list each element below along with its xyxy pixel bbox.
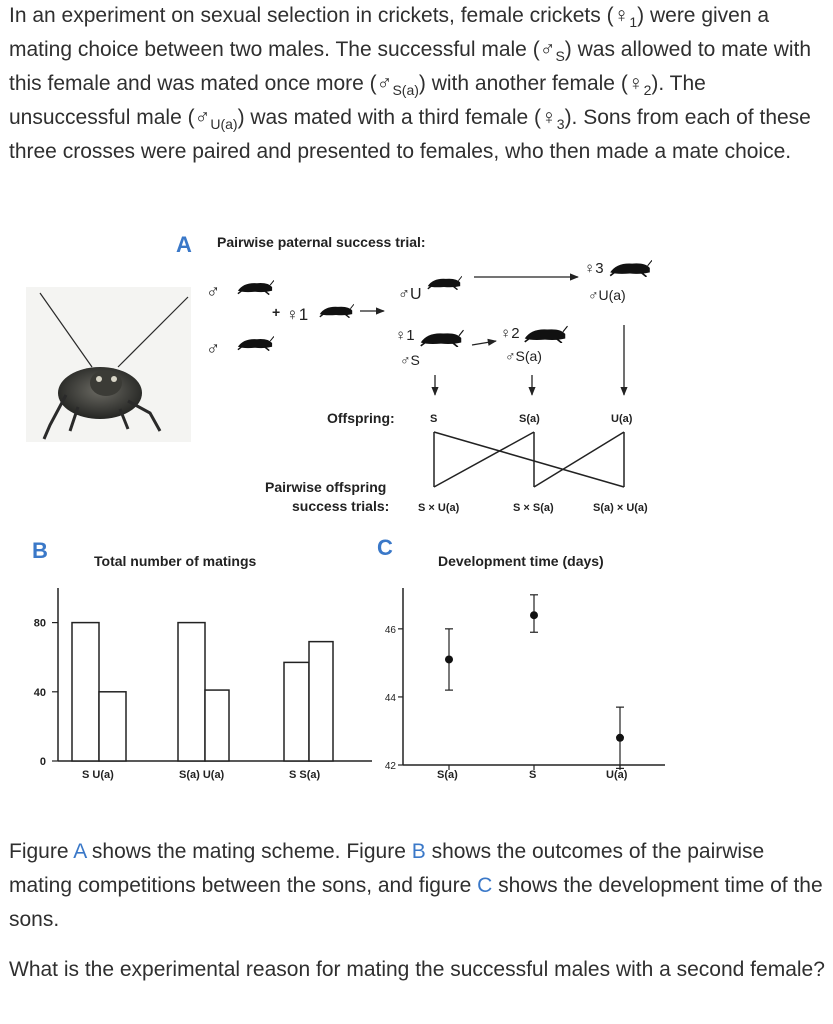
panel-b-x-label: S S(a) — [289, 769, 321, 781]
bar — [205, 690, 229, 761]
trials-label-1: Pairwise offspring — [265, 479, 387, 495]
y-tick-label: 80 — [33, 617, 46, 630]
panel-c — [377, 535, 665, 781]
bar — [284, 662, 309, 761]
male-s-label: ♂S — [400, 352, 420, 368]
offspring-s: S — [430, 413, 438, 425]
trials-label-2: success trials: — [292, 498, 390, 514]
y-tick-label: 42 — [384, 761, 396, 772]
cricket-icon — [320, 304, 354, 318]
bar — [72, 623, 99, 761]
male-symbol: ♂ — [206, 282, 221, 303]
male-sa-label: ♂S(a) — [505, 348, 542, 364]
trial-1: S × U(a) — [418, 502, 460, 514]
y-tick-label: 46 — [384, 624, 396, 636]
y-tick-label: 44 — [384, 692, 396, 704]
figure-caption: Figure A shows the mating scheme. Figure B shows the outcomes of the pairwise mating competitions between the sons, and figure C shows the development time of the sons. — [9, 840, 823, 931]
male-symbol: ♂ — [206, 339, 221, 360]
panel-c-x-label: S(a) — [437, 769, 458, 781]
figure — [0, 225, 833, 815]
cricket-photo — [26, 287, 191, 442]
trial-3: S(a) × U(a) — [593, 502, 648, 514]
panel-b-letter: B — [32, 538, 48, 563]
female-1-label: ♀1 — [286, 305, 309, 324]
intro-paragraph: In an experiment on sexual selection in crickets, female crickets $(♀_1)$ were given a mating choice between two males. The successful male $(♂_S)$ was allowed to mate with this female and was mated once more $(♂_{S(a)})$ with another female $(♀_2)$. The unsuccessful male $(♂_{U(a)})$ was mated with a third female $(♀_3)$. Sons from each of these three crosses were paired and presented to females, who then made a mate choice. — [9, 4, 812, 163]
panel-a-title: Pairwise paternal success trial: — [217, 234, 426, 250]
cricket-icon — [421, 330, 464, 347]
cricket-icon — [428, 276, 462, 290]
panel-c-x-label: U(a) — [606, 769, 628, 781]
bar — [178, 623, 205, 761]
panel-c-x-label: S — [529, 769, 537, 781]
panel-b-x-label: S U(a) — [82, 769, 114, 781]
y-tick-label: 0 — [39, 756, 46, 768]
plus-sign: + — [272, 304, 281, 320]
cricket-icon — [238, 336, 274, 350]
cricket-icon — [610, 260, 652, 277]
y-tick-label: 40 — [33, 686, 46, 699]
panel-b-x-label: S(a) U(a) — [179, 769, 225, 781]
panel-b-title: Total number of matings — [94, 553, 257, 569]
panel-a-letter: A — [176, 232, 192, 257]
panel-c-title: Development time (days) — [438, 553, 604, 569]
male-u-label: ♂U — [398, 286, 422, 303]
data-point — [530, 611, 538, 619]
panel-c-letter: C — [377, 535, 393, 560]
offspring-label: Offspring: — [327, 410, 395, 426]
female-2-label: ♀2 — [500, 325, 520, 342]
bar — [309, 642, 333, 761]
cricket-icon — [525, 326, 568, 343]
offspring-ua: U(a) — [611, 413, 633, 425]
panel-a — [26, 232, 652, 514]
data-point — [616, 734, 624, 742]
female-3-label: ♀3 — [584, 260, 604, 277]
offspring-sa: S(a) — [519, 413, 540, 425]
panel-b — [32, 538, 372, 781]
cricket-icon — [238, 280, 274, 294]
male-ua-label: ♂U(a) — [588, 287, 626, 303]
data-point — [445, 655, 453, 663]
female-1-label: ♀1 — [395, 327, 415, 344]
bar — [99, 692, 126, 761]
question-text: What is the experimental reason for mating the successful males with a second female? — [9, 958, 825, 981]
trial-2: S × S(a) — [513, 502, 554, 514]
crossing-lines — [434, 432, 624, 487]
